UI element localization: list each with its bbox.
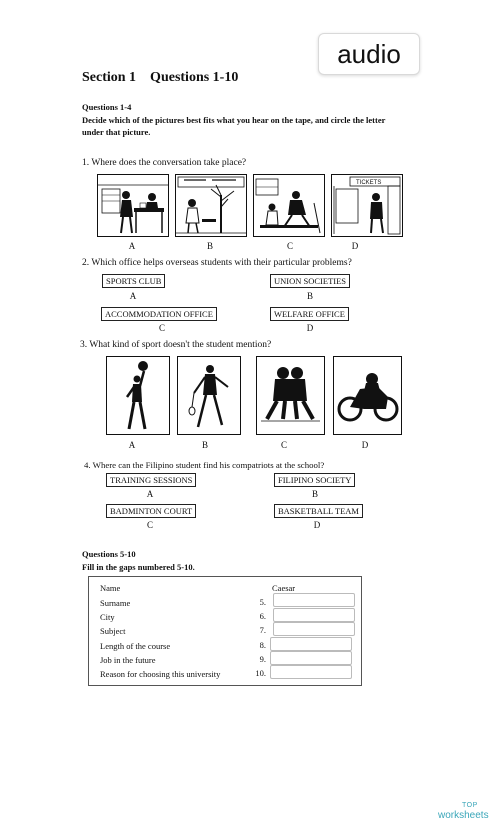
- wrestlers-icon: [257, 357, 324, 434]
- questions-1-4-heading: Questions 1-4: [82, 102, 132, 112]
- tickets-sign: TICKETS: [356, 180, 382, 186]
- reason-label: Reason for choosing this university: [100, 669, 221, 679]
- picture-3d-motorcycle: [333, 356, 402, 435]
- badminton-player-icon: [178, 357, 240, 434]
- gap-6-number: 6.: [259, 611, 266, 621]
- q4-option-training-sessions: TRAINING SESSIONS: [106, 473, 196, 487]
- q4-option-basketball-team: BASKETBALL TEAM: [274, 504, 363, 518]
- q3-letter-d[interactable]: D: [361, 440, 369, 450]
- q2-option-union-societies: UNION SOCIETIES: [270, 274, 350, 288]
- lounge-scene-icon: [254, 175, 324, 236]
- section-title: Section 1 Questions 1-10: [82, 70, 239, 85]
- course-length-label: Length of the course: [100, 641, 171, 651]
- instruction-line-2: under that picture.: [82, 127, 151, 137]
- q4-option-filipino-society: FILIPINO SOCIETY: [274, 473, 355, 487]
- campus-scene-icon: [176, 175, 246, 236]
- question-2-text: 2. Which office helps overseas students with their particular problems?: [82, 258, 352, 268]
- gap-9-number: 9.: [259, 654, 266, 664]
- q2-option-welfare-office: WELFARE OFFICE: [270, 307, 349, 321]
- name-label: Name: [100, 583, 121, 593]
- footer-top-text: TOP: [462, 802, 478, 809]
- q4-letter-a[interactable]: A: [146, 489, 154, 499]
- q1-letter-a[interactable]: A: [128, 241, 136, 251]
- q2-letter-d[interactable]: D: [306, 323, 314, 333]
- gap-7-number: 7.: [259, 625, 266, 635]
- surname-input[interactable]: [273, 593, 355, 607]
- picture-3b-badminton: [177, 356, 241, 435]
- future-job-label: Job in the future: [100, 655, 156, 665]
- name-value: Caesar: [272, 583, 296, 593]
- question-1-text: 1. Where does the conversation take place?: [82, 158, 247, 168]
- gap-8-number: 8.: [259, 640, 266, 650]
- questions-5-10-instruction: Fill in the gaps numbered 5-10.: [82, 562, 195, 572]
- city-label: City: [100, 612, 115, 622]
- reason-input[interactable]: [270, 665, 352, 679]
- q4-letter-d[interactable]: D: [313, 520, 321, 530]
- q2-option-accommodation-office: ACCOMMODATION OFFICE: [101, 307, 217, 321]
- q4-letter-c[interactable]: C: [146, 520, 153, 530]
- picture-1b-outdoor-campus: [175, 174, 247, 237]
- motorcycle-racer-icon: [334, 357, 401, 434]
- subject-input[interactable]: [273, 622, 355, 636]
- q1-letter-c[interactable]: C: [286, 241, 293, 251]
- surname-label: Surname: [100, 598, 131, 608]
- q2-option-sports-club: SPORTS CLUB: [102, 274, 165, 288]
- future-job-input[interactable]: [270, 651, 352, 665]
- picture-1c-lounge: [253, 174, 325, 237]
- office-scene-icon: [98, 175, 168, 236]
- q3-letter-c[interactable]: C: [280, 440, 287, 450]
- question-3-text: 3. What kind of sport doesn't the student mention?: [80, 340, 272, 350]
- q4-option-badminton-court: BADMINTON COURT: [106, 504, 196, 518]
- course-length-input[interactable]: [270, 637, 352, 651]
- picture-1a-office: [97, 174, 169, 237]
- city-input[interactable]: [273, 608, 355, 622]
- questions-5-10-heading: Questions 5-10: [82, 549, 136, 559]
- q2-letter-c[interactable]: C: [158, 323, 165, 333]
- picture-3a-basketball: [106, 356, 170, 435]
- subject-label: Subject: [100, 626, 126, 636]
- q4-letter-b[interactable]: B: [311, 489, 318, 499]
- basketball-player-icon: [107, 357, 169, 434]
- picture-1d-ticket-office: [331, 174, 403, 237]
- audio-button[interactable]: audio: [318, 33, 420, 75]
- ticket-office-icon: [332, 175, 402, 236]
- q3-letter-a[interactable]: A: [128, 440, 136, 450]
- instruction-line-1: Decide which of the pictures best fits what you hear on the tape, and circle the letter: [82, 115, 386, 125]
- q2-letter-a[interactable]: A: [129, 291, 137, 301]
- footer-brand-logo[interactable]: worksheets: [438, 810, 489, 821]
- q3-letter-b[interactable]: B: [201, 440, 208, 450]
- q2-letter-b[interactable]: B: [306, 291, 313, 301]
- q1-letter-b[interactable]: B: [206, 241, 213, 251]
- picture-3c-wrestling: [256, 356, 325, 435]
- gap-10-number: 10.: [255, 668, 266, 678]
- q1-letter-d[interactable]: D: [351, 241, 359, 251]
- question-4-text: 4. Where can the Filipino student find his compatriots at the school?: [84, 460, 325, 470]
- gap-5-number: 5.: [259, 597, 266, 607]
